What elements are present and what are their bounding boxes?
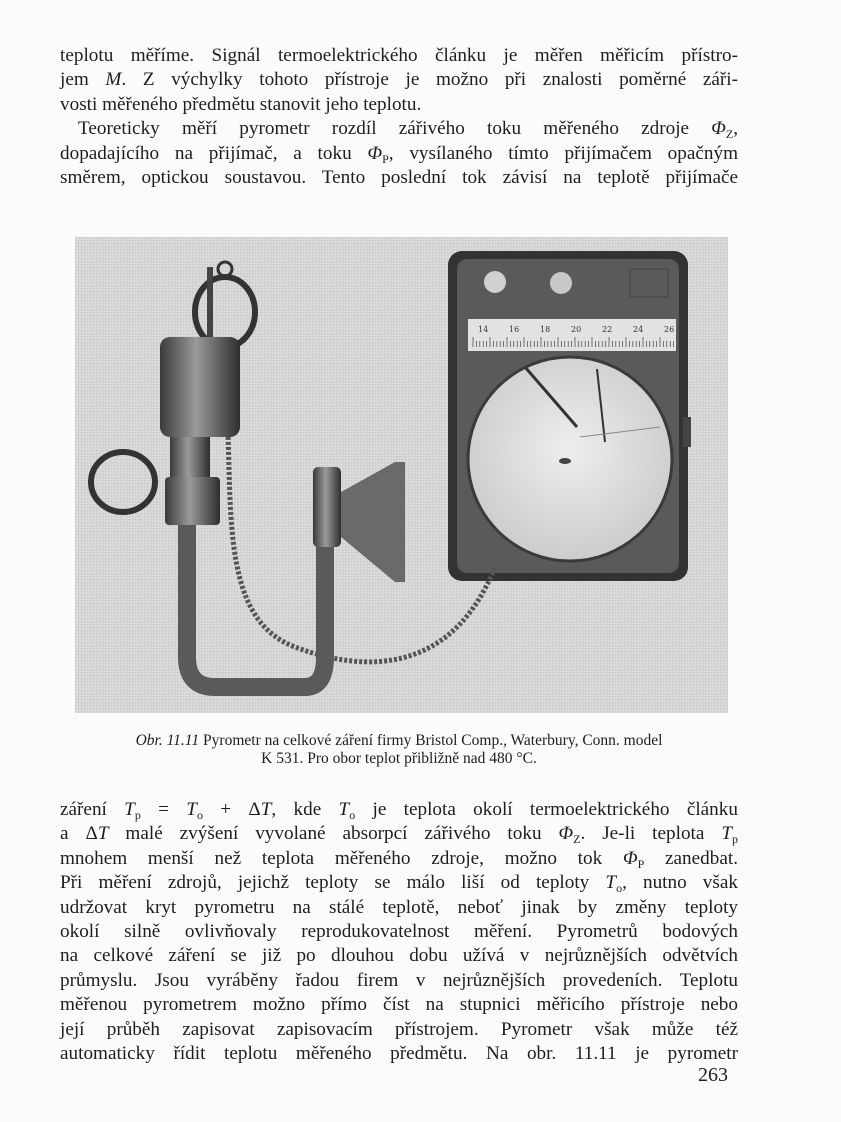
subscript: P (382, 151, 389, 166)
math-symbol: T (97, 823, 109, 845)
text-line (60, 847, 738, 871)
text-run: Při měření zdrojů, jejichž teploty se málo liší od teploty (60, 872, 606, 894)
subscript: P (637, 856, 645, 871)
subscript: Z (725, 127, 734, 142)
text-run: je teplota okolí termoelektrického článku (355, 799, 738, 820)
text-run: Teoreticky měří pyrometr rozdíl zářivého toku měřeného zdroje (78, 118, 712, 140)
math-symbol: Φ (711, 118, 726, 140)
subscript: p (732, 832, 739, 847)
subscript: Z (573, 832, 581, 847)
text-run: teplotu měříme. Signál termoelektrického článku je měřen měřicím přístro- (60, 45, 738, 66)
text-line (60, 944, 738, 968)
text-run: okolí silně ovlivňovaly reprodukovatelnost měření. Pyrometrů bodových (60, 920, 738, 942)
text-line (60, 44, 738, 68)
figure-photo-pyrometer (75, 237, 728, 713)
text-run: jem (60, 69, 106, 91)
text-run: zanedbat. (644, 847, 738, 869)
text-run: mnohem menší než teplota měřeného zdroje, možno tok (60, 847, 623, 869)
recorder-instrument (448, 251, 691, 581)
text-run: směrem, optickou soustavou. Tento poslední tok závisí na teplotě přijímače (60, 166, 738, 188)
text-run: dopadajícího na přijímač, a toku (60, 142, 368, 164)
text-line (60, 822, 738, 846)
math-symbol: Φ (622, 847, 638, 869)
scale-label: 18 (540, 325, 551, 334)
caption-label: Obr. 11.11 (135, 732, 200, 749)
text-run: automaticky řídit teplotu měřeného předmětu. Na obr. 11.11 je pyrometr (60, 1042, 738, 1064)
scale-label: 26 (664, 325, 675, 334)
text-run: udržovat kryt pyrometru na stálé teplotě, neboť jinak by změny teploty (60, 896, 738, 918)
text-run: její průběh zapisovat zapisovacím přístrojem. Pyrometr však může též (60, 1018, 738, 1040)
math-symbol: T (605, 872, 617, 894)
text-run: záření (60, 799, 125, 820)
subscript: o (349, 808, 356, 822)
figure-caption (60, 732, 738, 768)
text-line (60, 993, 738, 1017)
body-text-bottom (60, 798, 738, 1066)
body-text-top (60, 44, 738, 190)
text-run: malé zvýšení vyvolané absorpcí zářivého toku (108, 823, 559, 845)
text-run: , kde (271, 799, 339, 820)
math-symbol: T (338, 799, 350, 820)
text-run: vosti měřeného předmětu stanovit jeho teplotu. (60, 93, 422, 115)
text-run: na celkové záření se již po dlouhou dobu užívá v nejrůznějších odvětvích (60, 945, 738, 967)
text-line (60, 142, 738, 166)
subscript: o (196, 808, 203, 822)
math-symbol: T (260, 799, 272, 820)
math-symbol: T (721, 823, 733, 845)
text-line (60, 117, 738, 141)
math-symbol: Φ (367, 142, 383, 164)
text-line (60, 969, 738, 993)
text-run: a Δ (60, 823, 98, 845)
math-symbol: T (124, 799, 135, 820)
text-line (60, 896, 738, 920)
text-run: , nutno však (622, 872, 738, 894)
text-run: . Je-li teplota (580, 823, 722, 845)
caption-text-2: K 531. Pro obor teplot přibližně nad 480 °C. (261, 750, 537, 767)
text-run: = (140, 799, 187, 820)
scale-label: 20 (571, 325, 582, 334)
math-symbol: Φ (558, 823, 574, 845)
text-line (60, 871, 738, 895)
text-line (60, 166, 738, 190)
math-symbol: M (105, 69, 122, 91)
subscript: p (134, 808, 141, 822)
text-run: , vysílaného tímto přijímačem opačným (388, 142, 738, 164)
math-symbol: T (186, 799, 197, 820)
text-line (60, 798, 738, 822)
text-run: měřenou pyrometrem možno přímo číst na stupnici měřicího přístroje nebo (60, 994, 738, 1016)
text-run: průmyslu. Jsou vyráběny řadou firem v nejrůznějších provedeních. Teplotu (60, 969, 738, 991)
page-number: 263 (698, 1064, 728, 1086)
text-run: + Δ (202, 799, 261, 820)
scale-label: 14 (478, 325, 489, 334)
text-line (60, 1042, 738, 1066)
text-run: , (733, 118, 738, 140)
scale-label: 22 (602, 325, 613, 334)
scale-label: 16 (509, 325, 520, 334)
text-line (60, 920, 738, 944)
text-line (60, 93, 738, 117)
text-line (60, 1018, 738, 1042)
text-run: . Z výchylky tohoto přístroje je možno při znalosti poměrné záři- (121, 69, 738, 91)
subscript: o (616, 881, 623, 896)
text-line (60, 68, 738, 92)
caption-text-1: Pyrometr na celkové záření firmy Bristol Comp., Waterbury, Conn. model (199, 732, 663, 749)
pyrometer-photo (75, 237, 728, 713)
scale-label: 24 (633, 325, 644, 334)
